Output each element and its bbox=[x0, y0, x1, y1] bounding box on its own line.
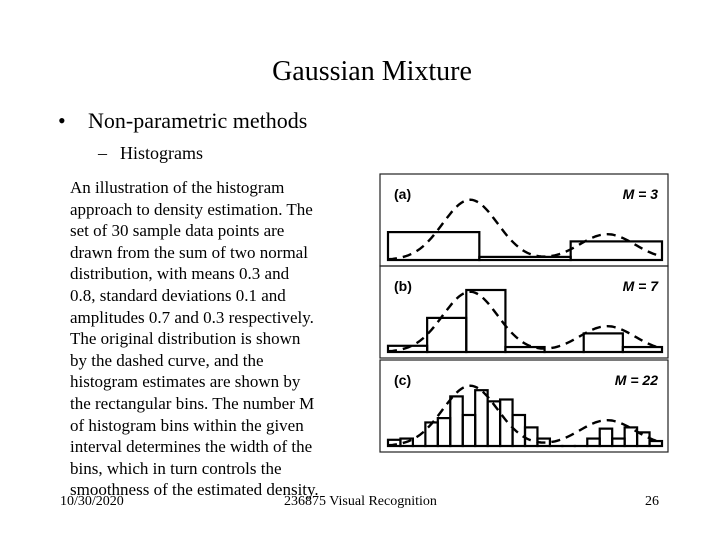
description-line: smoothness of the estimated density. bbox=[70, 480, 319, 500]
panel-m-label: M = 7 bbox=[622, 278, 658, 294]
histogram-bin bbox=[587, 439, 599, 446]
bullet-dot: • bbox=[58, 108, 66, 133]
description-line: of histogram bins within the given bbox=[70, 415, 304, 435]
footer-course: 236875 Visual Recognition bbox=[284, 494, 437, 509]
description-line: by the dashed curve, and the bbox=[70, 350, 264, 370]
description-line: The original distribution is shown bbox=[70, 329, 301, 349]
panel-m-label: M = 22 bbox=[614, 372, 658, 388]
slide-title: Gaussian Mixture bbox=[272, 56, 472, 87]
sub-bullet-dash: – bbox=[98, 143, 107, 163]
description-line: approach to density estimation. The bbox=[70, 199, 313, 219]
description-line: 0.8, standard deviations 0.1 and bbox=[70, 285, 286, 305]
histogram-bin bbox=[475, 390, 487, 446]
description-line: interval determines the width of the bbox=[70, 437, 313, 457]
bullet-item bbox=[58, 108, 307, 134]
histogram-bin bbox=[584, 333, 623, 352]
panel-m-label: M = 3 bbox=[622, 186, 658, 202]
description-line: An illustration of the histogram bbox=[70, 178, 285, 197]
description-line: distribution, with means 0.3 and bbox=[70, 264, 290, 284]
panel-label: (a) bbox=[394, 186, 412, 202]
bullet-text: Non-parametric methods bbox=[88, 108, 308, 133]
sub-bullet-text: Histograms bbox=[120, 143, 203, 163]
histogram-figure bbox=[352, 160, 672, 500]
histogram-figure-svg bbox=[352, 160, 672, 500]
description-line: the rectangular bins. The number M bbox=[70, 393, 315, 413]
footer-page-number: 26 bbox=[645, 494, 659, 509]
description-line: drawn from the sum of two normal bbox=[70, 242, 308, 262]
histogram-bin bbox=[450, 396, 462, 446]
description-line: set of 30 sample data points are bbox=[70, 221, 285, 241]
true-density-dashed-curve bbox=[388, 292, 662, 352]
description-line: amplitudes 0.7 and 0.3 respectively. bbox=[70, 307, 314, 327]
histogram-bin bbox=[612, 439, 624, 446]
description-line: histogram estimates are shown by bbox=[70, 372, 301, 392]
sub-bullet-item bbox=[98, 143, 203, 164]
histogram-bin bbox=[463, 415, 475, 446]
histogram-bin bbox=[600, 429, 612, 446]
histogram-bin bbox=[425, 422, 437, 446]
footer-date: 10/30/2020 bbox=[60, 494, 124, 509]
histogram-bin bbox=[637, 432, 649, 446]
true-density-dashed-curve bbox=[388, 200, 662, 260]
histogram-bin bbox=[427, 318, 466, 352]
panel-label: (c) bbox=[394, 372, 412, 388]
histogram-bin bbox=[525, 427, 537, 446]
panel-label: (b) bbox=[394, 278, 412, 294]
histogram-bin bbox=[488, 401, 500, 446]
description-paragraph bbox=[70, 177, 370, 501]
histogram-bin bbox=[438, 418, 450, 446]
histogram-bin bbox=[500, 400, 512, 447]
description-line: bins, which in turn controls the bbox=[70, 458, 282, 478]
